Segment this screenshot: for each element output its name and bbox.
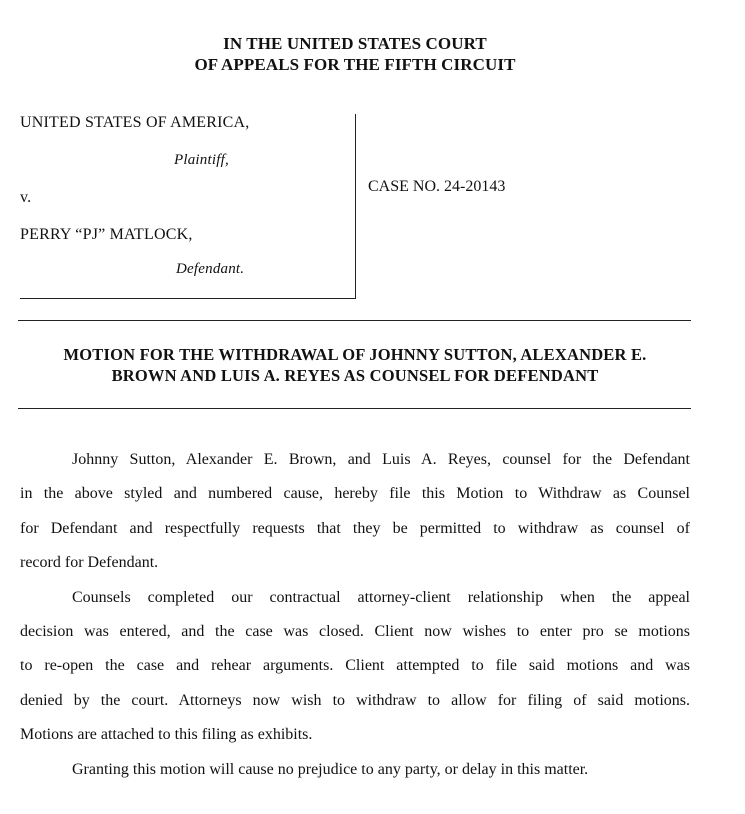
body-line <box>20 620 690 654</box>
defendant-name: PERRY “PJ” MATLOCK, <box>20 226 193 243</box>
body-line-text: record for Defendant. <box>20 554 159 572</box>
body-line-text: decision was entered, and the case was closed. Client now wishes to enter pro se motions <box>20 622 690 640</box>
body-line <box>20 586 690 620</box>
body-line-text: in the above styled and numbered cause, hereby file this Motion to Withdraw as Counsel <box>20 485 690 503</box>
body-line-text: for Defendant and respectfully requests that they be permitted to withdraw as counsel of <box>20 519 690 537</box>
body-line <box>20 654 690 688</box>
court-header-line-2: OF APPEALS FOR THE FIFTH CIRCUIT <box>194 55 516 74</box>
motion-title-line-1: MOTION FOR THE WITHDRAWAL OF JOHNNY SUTTON, ALEXANDER E. <box>63 345 647 364</box>
body-line <box>20 723 690 757</box>
body-line <box>20 689 690 723</box>
body-line <box>20 758 690 792</box>
plaintiff-role: Plaintiff, <box>174 152 229 168</box>
court-header <box>0 33 710 75</box>
body-line-text: denied by the court. Attorneys now wish to withdraw to allow for filing of said motions. <box>20 691 690 709</box>
body-line-text: Motions are attached to this filing as exhibits. <box>20 726 313 744</box>
body-line <box>20 448 690 482</box>
body-line <box>20 551 690 585</box>
versus-label: v. <box>20 189 32 206</box>
body-line-text: Johnny Sutton, Alexander E. Brown, and Luis A. Reyes, counsel for the Defendant <box>72 451 690 468</box>
body-line-text: Granting this motion will cause no prejudice to any party, or delay in this matter. <box>72 760 589 778</box>
motion-title <box>0 344 710 386</box>
defendant-role: Defendant. <box>176 261 245 277</box>
case-number: CASE NO. 24-20143 <box>368 178 506 195</box>
title-top-rule <box>18 320 691 321</box>
body-line-text: to re-open the case and rehear arguments. Client attempted to file said motions and was <box>20 657 690 675</box>
motion-title-line-2: BROWN AND LUIS A. REYES AS COUNSEL FOR DEFENDANT <box>111 366 599 385</box>
body-line <box>20 517 690 551</box>
title-bottom-rule <box>18 408 691 409</box>
motion-body <box>20 448 690 792</box>
body-line-text: Counsels completed our contractual attorney-client relationship when the appeal <box>72 588 690 606</box>
body-line <box>20 482 690 516</box>
court-header-line-1: IN THE UNITED STATES COURT <box>223 34 487 53</box>
plaintiff-name: UNITED STATES OF AMERICA, <box>20 114 250 131</box>
